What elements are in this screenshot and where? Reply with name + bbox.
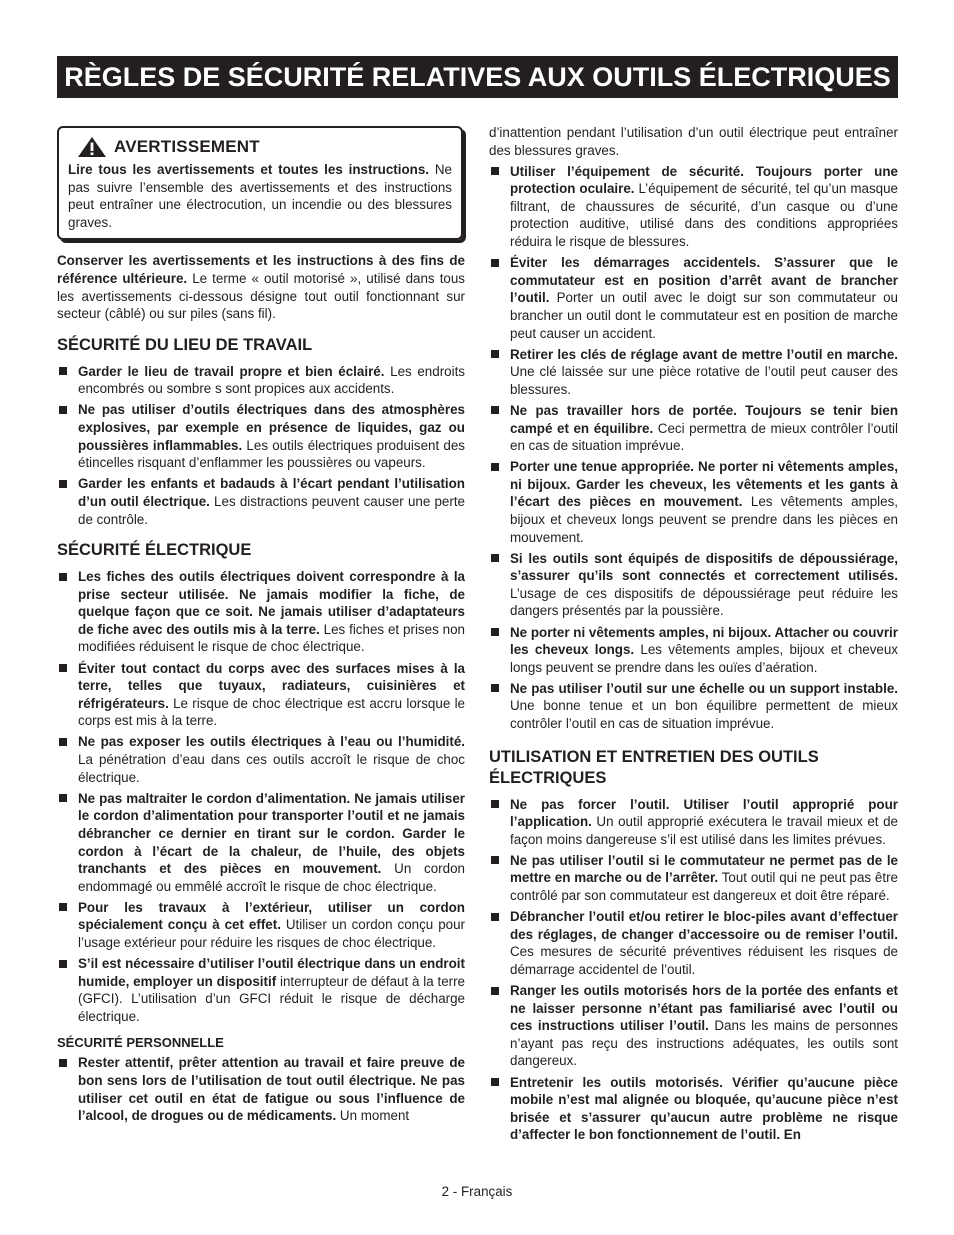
- list-item: [57, 568, 465, 656]
- item-body: Tout outil qui ne peut pas être contrôlé par son commutateur est dangereux et doit être réparé.: [510, 870, 898, 904]
- bullet-icon: [491, 167, 499, 175]
- bullet-icon: [59, 664, 67, 672]
- bullet-icon: [59, 480, 67, 488]
- usage-list: [489, 796, 898, 1144]
- electrical-heading: SÉCURITÉ ÉLECTRIQUE: [57, 541, 252, 560]
- item-body: Une bonne tenue et un bon équilibre permettent de mieux contrôler l’outil en cas de situation imprévue.: [510, 698, 898, 731]
- item-lead: Entretenir les outils motorisés. Vérifier qu’aucune pièce mobile n’est mal alignée ou bloquée, qu’aucune pièce n’est brisée et s’assurer qu’aucun autre problème ne risque d’affecter le bon fonctionnement de l’outil. En: [510, 1074, 898, 1143]
- bullet-icon: [491, 463, 499, 471]
- item-body: Porter un outil avec le doigt sur son commutateur ou brancher un outil dont le commutateur est en position de marche peut causer un accident.: [510, 290, 898, 341]
- bullet-icon: [59, 367, 67, 375]
- item-lead: Ne pas exposer les outils électriques à l’eau ou l’humidité.: [78, 734, 465, 750]
- item-body: La pénétration d’eau dans ces outils accroît le risque de choc électrique.: [78, 752, 465, 785]
- item-lead: Pour les travaux à l’extérieur, utiliser un cordon spécialement conçu à cet effet.: [78, 899, 465, 933]
- item-lead: Ne pas travailler hors de portée. Toujours se tenir bien campé et en équilibre.: [510, 402, 898, 436]
- item-lead: Ne pas utiliser d’outils électriques dans des atmosphères explosives, par exemple en présence de liquides, gaz ou poussières inflammables.: [78, 402, 465, 453]
- list-item: [489, 624, 898, 677]
- list-item: [489, 458, 898, 546]
- item-lead: Utiliser l’équipement de sécurité. Toujours porter une protection oculaire.: [510, 163, 898, 197]
- list-item: [57, 733, 465, 786]
- bullet-icon: [491, 856, 499, 864]
- usage-heading: UTILISATION ET ENTRETIEN DES OUTILS ÉLECTRIQUES: [489, 747, 819, 787]
- item-body: L’usage de ces dispositifs de dépoussiérage peut réduire les dangers présentés par la poussière.: [510, 585, 898, 619]
- item-body: Un outil approprié exécutera le travail mieux et de façon moins dangereuse s’il est utilisé dans les limites prévues.: [510, 814, 898, 847]
- item-body: Dans les mains de personnes n’ayant pas reçu des instructions adéquates, les outils sont dangereux.: [510, 1018, 898, 1069]
- item-lead: Éviter tout contact du corps avec des surfaces mises à la terre, telles que tuyaux, radiateurs, cuisinières et réfrigérateurs.: [78, 660, 465, 711]
- item-lead: Ne porter ni vêtements amples, ni bijoux. Attacher ou couvrir les cheveux longs.: [510, 624, 898, 658]
- item-lead: Éviter les démarrages accidentels. S’assurer que le commutateur est en position d’arrêt avant de brancher l’outil.: [510, 255, 898, 306]
- item-lead: Si les outils sont équipés de dispositifs de dépoussiérage, s’assurer qu’ils sont connectés et correctement utilisés.: [510, 550, 898, 584]
- item-lead: Ne pas maltraiter le cordon d’alimentation. Ne jamais utiliser le cordon d’alimentation pour transporter l’outil et ne jamais débrancher ce dernier en tirant sur le cordon. Garder le cordon à l’écart de la chaleur, de l’huile, des objets tranchants et des pièces en mouvement.: [78, 790, 465, 877]
- item-body: Les distractions peuvent causer une perte de contrôle.: [78, 493, 465, 527]
- list-item: [57, 363, 465, 398]
- item-body: Un moment: [336, 1108, 410, 1124]
- warning-triangle-icon: [77, 136, 107, 158]
- warning-body: Ne pas suivre l’ensemble des avertissements et des instructions peut entraîner une électrocution, un incendie ou des blessures graves.: [68, 162, 452, 230]
- bullet-icon: [491, 628, 499, 636]
- warning-lead: Lire tous les avertissements et toutes les instructions.: [68, 162, 430, 177]
- item-body: Utiliser un cordon conçu pour l’usage extérieur pour réduire les risques de choc électrique.: [78, 917, 466, 950]
- item-body: Un cordon endommagé ou emmêlé accroît le risque de choc électrique.: [78, 861, 465, 894]
- bullet-icon: [491, 406, 499, 414]
- list-item: [57, 401, 465, 471]
- item-lead: Les fiches des outils électriques doivent correspondre à la prise secteur utilisée. Ne jamais modifier la fiche, de quelque façon que ce soit. Ne jamais utiliser d’adaptateurs de fiche avec des outils mis à la terre.: [78, 569, 465, 637]
- bullet-icon: [491, 554, 499, 562]
- list-item: [57, 660, 465, 730]
- list-item: [489, 908, 898, 978]
- bullet-icon: [491, 987, 499, 995]
- warning-box: [57, 126, 463, 240]
- item-lead: Ranger les outils motorisés hors de la portée des enfants et ne laisser personne n’étant pas familiarisé avec l’outil ou ces instructions utiliser l’outil.: [510, 983, 898, 1034]
- list-item: [489, 254, 898, 342]
- item-body: Les endroits encombrés ou sombre s sont propices aux accidents.: [78, 363, 466, 397]
- item-body: Une clé laissée sur une pièce rotative de l’outil peut causer des blessures.: [510, 364, 898, 397]
- list-item: [489, 982, 898, 1070]
- bullet-icon: [59, 794, 67, 802]
- item-lead: Retirer les clés de réglage avant de mettre l’outil en marche.: [510, 346, 898, 362]
- list-item: [489, 852, 898, 905]
- list-item: [57, 899, 465, 952]
- list-item: [57, 955, 465, 1025]
- page-title: RÈGLES DE SÉCURITÉ RELATIVES AUX OUTILS ÉLECTRIQUES: [57, 56, 898, 98]
- list-item: [489, 163, 898, 251]
- list-item: [489, 680, 898, 733]
- personal-heading: SÉCURITÉ PERSONNELLE: [57, 1035, 224, 1051]
- item-lead: Débrancher l’outil et/ou retirer le bloc-piles avant d’effectuer des réglages, de changer d’accessoire ou de remiser l’outil.: [510, 909, 898, 942]
- item-body: Ceci permettra de mieux contrôler l’outil en cas de situation imprévue.: [510, 420, 898, 454]
- bullet-icon: [491, 1078, 499, 1086]
- right-column: [489, 124, 898, 1147]
- item-body: Les outils électriques produisent des étincelles risquant d’enflammer les poussières ou vapeurs.: [78, 437, 465, 471]
- item-body: Ces mesures de sécurité préventives réduisent les risques de démarrage accidentel de l’outil.: [510, 944, 898, 977]
- intro-paragraph: [57, 252, 465, 322]
- item-lead: Ne pas utiliser l’outil sur une échelle ou un support instable.: [510, 680, 898, 696]
- item-body: interrupteur de défaut à la terre (GFCI). L’utilisation d’un GFCI réduit le risque de décharge électrique.: [78, 973, 466, 1024]
- intro-lead: Conserver les avertissements et les instructions à des fins de référence ultérieure.: [57, 253, 465, 286]
- continuation-text: d’inattention pendant l’utilisation d’un outil électrique peut entraîner des blessures graves.: [489, 125, 898, 158]
- item-body: Les vêtements amples, bijoux et cheveux longs peuvent se prendre dans les pièces en mouvement.: [510, 494, 898, 545]
- item-lead: Ne pas utiliser l’outil si le commutateur ne permet pas de le mettre en marche ou de l’arrêter.: [510, 852, 898, 886]
- warning-header: [68, 136, 452, 158]
- bullet-icon: [59, 1059, 67, 1067]
- intro-body: Le terme « outil motorisé », utilisé dans tous les avertissements ci-dessous désigne tout outil fonctionnant sur secteur (câblé) ou sur piles (sans fil).: [57, 270, 466, 322]
- list-item: [489, 550, 898, 620]
- item-body: Les fiches et prises non modifiées réduisent le risque de choc électrique.: [78, 621, 465, 655]
- list-item: [57, 1054, 465, 1124]
- item-lead: Porter une tenue appropriée. Ne porter ni vêtements amples, ni bijoux. Garder les cheveux, les vêtements et les gants à l’écart des pièces en mouvement.: [510, 459, 898, 510]
- list-item: [489, 402, 898, 455]
- item-lead: Ne pas forcer l’outil. Utiliser l’outil approprié pour l’application.: [510, 796, 898, 830]
- electrical-list: [57, 568, 465, 1025]
- item-body: Les vêtements amples, bijoux et cheveux longs peuvent se prendre dans les ouïes d’aération.: [510, 642, 898, 675]
- list-item: [489, 346, 898, 399]
- warning-title: AVERTISSEMENT: [114, 137, 260, 157]
- page-footer: 2 - Français: [441, 1184, 513, 1199]
- item-lead: Garder le lieu de travail propre et bien éclairé.: [78, 363, 385, 379]
- bullet-icon: [491, 259, 499, 267]
- bullet-icon: [491, 684, 499, 692]
- bullet-icon: [491, 350, 499, 358]
- bullet-icon: [59, 960, 67, 968]
- item-lead: Garder les enfants et badauds à l’écart pendant l’utilisation d’un outil électrique.: [78, 476, 465, 509]
- list-item: [489, 1074, 898, 1144]
- warning-text: [68, 161, 452, 231]
- bullet-icon: [491, 800, 499, 808]
- workplace-list: [57, 363, 465, 528]
- list-item: [489, 796, 898, 849]
- bullet-icon: [491, 913, 499, 921]
- left-column: [57, 126, 465, 1128]
- bullet-icon: [59, 573, 67, 581]
- personal-list-left: [57, 1054, 465, 1124]
- personal-list-right: [489, 163, 898, 733]
- bullet-icon: [59, 738, 67, 746]
- workplace-heading: SÉCURITÉ DU LIEU DE TRAVAIL: [57, 335, 313, 354]
- bullet-icon: [59, 903, 67, 911]
- list-item: [57, 790, 465, 896]
- item-body: Le risque de choc électrique est accru lorsque le corps est mis à la terre.: [78, 695, 465, 729]
- list-item: [57, 475, 465, 528]
- item-lead: Rester attentif, prêter attention au travail et faire preuve de bon sens lors de l’utilisation de tout outil électrique. Ne pas utiliser cet outil en état de fatigue ou sous l’influence de l’alcool, de drogues ou de médicaments.: [78, 1055, 465, 1124]
- bullet-icon: [59, 406, 67, 414]
- item-lead: S’il est nécessaire d’utiliser l’outil électrique dans un endroit humide, employer un dispositif: [78, 956, 465, 989]
- item-body: L’équipement de sécurité, tel qu’un masque filtrant, de chaussures de sécurité, d’un casque ou d’une protection auditive, utilisé dans des conditions appropriées réduira le risque de blessures.: [510, 181, 898, 250]
